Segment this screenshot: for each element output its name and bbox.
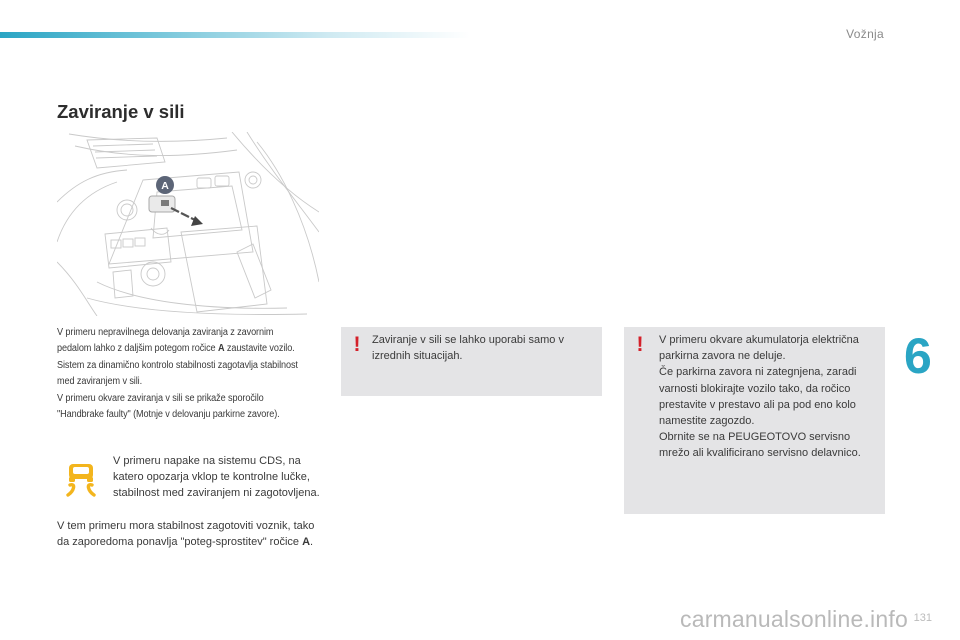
page-title: Zaviranje v sili (57, 101, 185, 122)
caption-paragraph-3: V primeru okvare zaviranja v sili se prikaže sporočilo "Handbrake faulty" (Motnje v delovanju parkirne zavore). (57, 392, 280, 421)
note-text (659, 332, 881, 462)
warning-exclamation-icon: ! (353, 333, 361, 356)
caption-paragraph-2: Sistem za dinamično kontrolo stabilnosti zagotavlja stabilnost med zaviranjem v sili. (57, 359, 298, 388)
header-accent-bar (0, 32, 470, 38)
caption-paragraph-1: V primeru nepravilnega delovanja zaviranja z zavornim pedalom lahko z daljšim potegom ročice A zaustavite vozilo. (57, 327, 295, 355)
marker-a-label: A (161, 180, 169, 192)
emergency-braking-note (341, 327, 602, 396)
illustration-caption (57, 325, 303, 423)
section-label: Vožnja (846, 27, 884, 41)
note-text: Zaviranje v sili se lahko uporabi samo v izrednih situacijah. (372, 334, 564, 363)
battery-failure-note (624, 327, 885, 514)
parking-brake-illustration (57, 132, 319, 316)
page-number: 131 (913, 612, 932, 624)
chapter-number: 6 (904, 328, 932, 384)
stability-instruction-text: V tem primeru mora stabilnost zagotoviti voznik, tako da zaporedoma ponavlja "poteg-sprostitev" ročice A. (57, 520, 315, 549)
warning-exclamation-icon: ! (636, 333, 644, 356)
watermark: carmanualsonline.info (680, 606, 908, 632)
note-line: Če parkirna zavora ni zategnjena, zaradi varnosti blokirajte vozilo tako, da ročico prestavite v prestavo ali pa pod eno kolo namestite zagozdo. (659, 366, 857, 428)
note-line: Obrnite se na PEUGEOTOVO servisno mrežo ali kvalificirano servisno delavnico. (659, 431, 861, 460)
stability-control-warning-icon (62, 461, 100, 499)
cds-warning-text: V primeru napake na sistemu CDS, na katero opozarja vklop te kontrolne lučke, stabilnost med zaviranjem ni zagotovljena. (113, 455, 320, 500)
note-line: V primeru okvare akumulatorja električna parkirna zavora ne deluje. (659, 334, 859, 363)
